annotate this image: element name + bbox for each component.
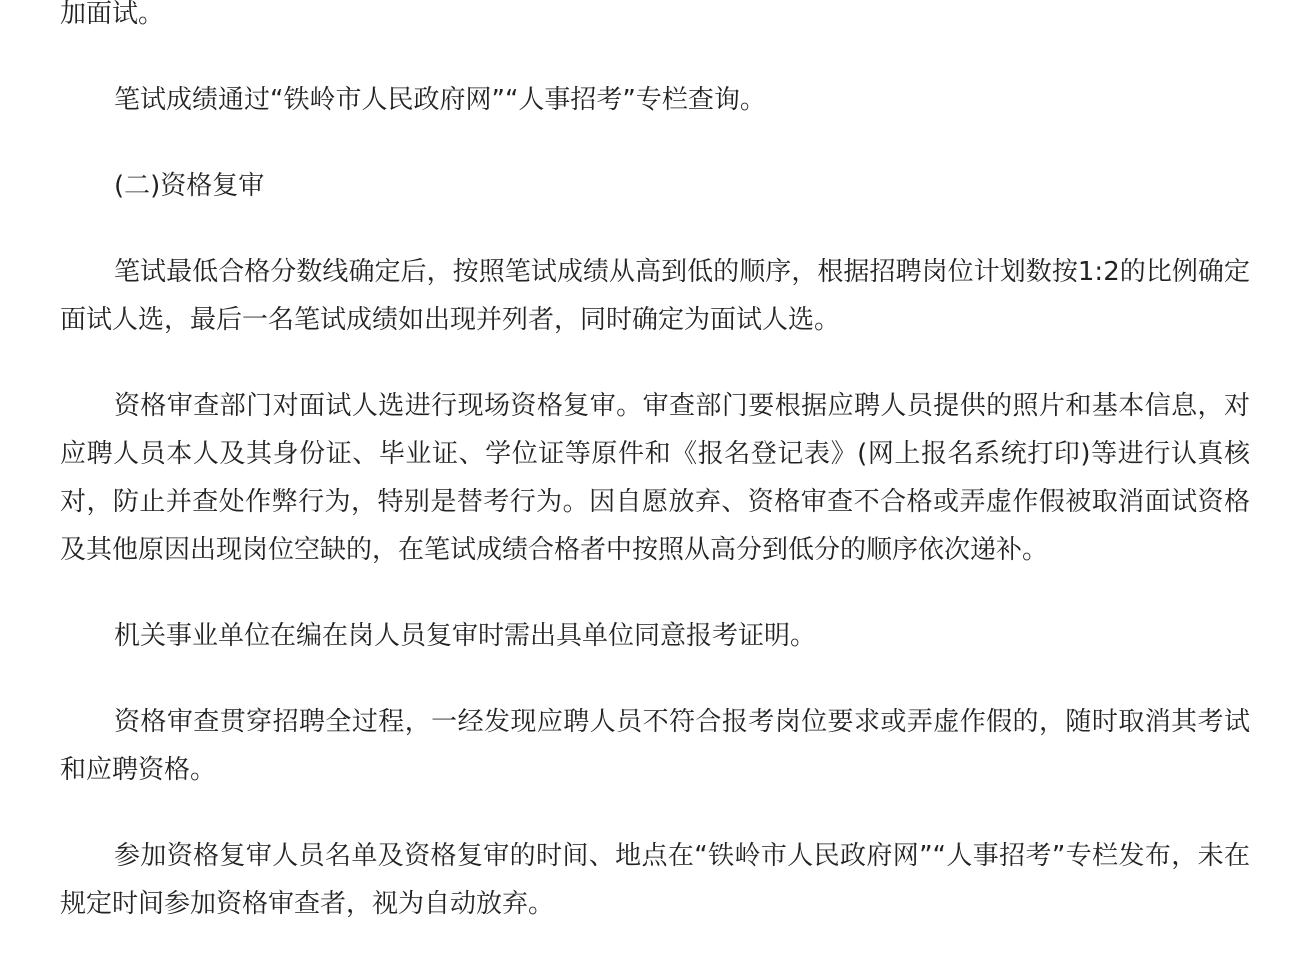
paragraph-review-throughout: 资格审查贯穿招聘全过程，一经发现应聘人员不符合报考岗位要求或弄虚作假的，随时取消其考试和应聘资格。 [60,707,1250,785]
paragraph-review-notice: 参加资格复审人员名单及资格复审的时间、地点在“铁岭市人民政府网”“人事招考”专栏发布，未在规定时间参加资格审查者，视为自动放弃。 [60,841,1250,919]
paragraph-continuation: 加面试。 [60,0,165,29]
paragraph-onsite-review: 资格审查部门对面试人选进行现场资格复审。审查部门要根据应聘人员提供的照片和基本信息，对应聘人员本人及其身份证、毕业证、学位证等原件和《报名登记表》(网上报名系统打印)等进行认真核对，防止并查处作弊行为，特别是替考行为。因自愿放弃、资格审查不合格或弄虚作假被取消面试资格及其他原因出现岗位空缺的，在笔试成绩合格者中按照从高分到低分的顺序依次递补。 [60,391,1250,565]
paragraph-employer-consent: 机关事业单位在编在岗人员复审时需出具单位同意报考证明。 [114,621,817,651]
paragraph-score-query: 笔试成绩通过“铁岭市人民政府网”“人事招考”专栏查询。 [114,85,766,115]
paragraph-interview-selection: 笔试最低合格分数线确定后，按照笔试成绩从高到低的顺序，根据招聘岗位计划数按1:2的比例确定面试人选，最后一名笔试成绩如出现并列者，同时确定为面试人选。 [60,257,1250,335]
article-body [60,0,1250,966]
section-heading-qualification-review: (二)资格复审 [114,171,265,201]
